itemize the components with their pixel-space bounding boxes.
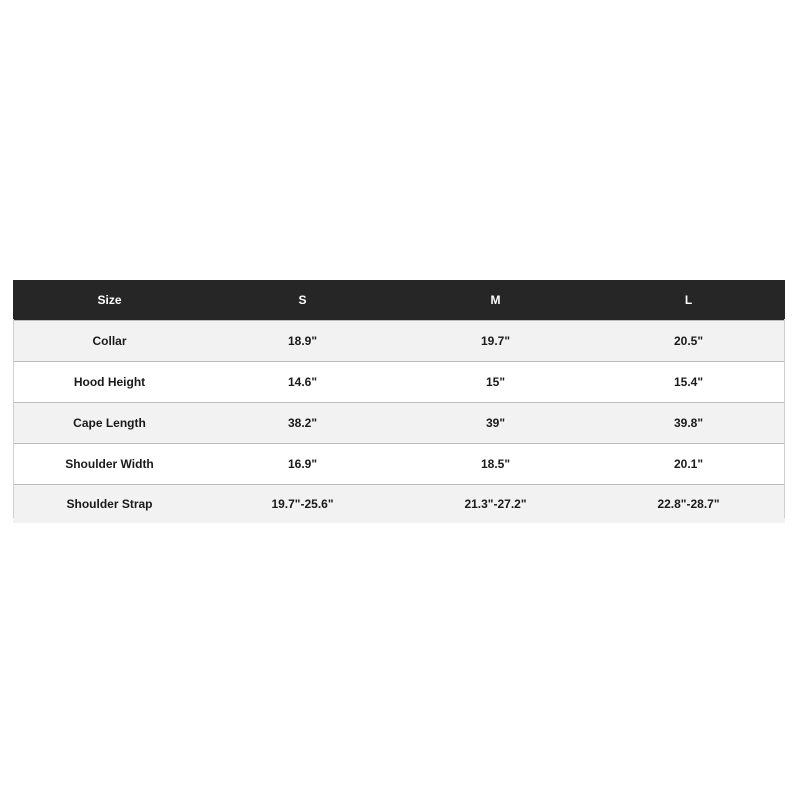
- table-cell: 22.8"-28.7": [657, 497, 720, 511]
- row-label: Hood Height: [73, 375, 146, 389]
- table-cell: 19.7": [480, 334, 511, 348]
- table-row-collar: [13, 321, 785, 362]
- table-cell: 39.8": [673, 416, 704, 430]
- table-row-cape-length: [13, 403, 785, 444]
- table-left-border: [13, 319, 14, 518]
- table-cell: 39": [485, 416, 506, 430]
- header-row: [13, 280, 785, 321]
- header-cell-l: L: [684, 293, 693, 307]
- table-right-border: [784, 319, 785, 518]
- table-cell: 18.5": [480, 457, 511, 471]
- header-cell-s: S: [298, 293, 307, 307]
- row-label: Shoulder Strap: [66, 497, 153, 511]
- table-cell: 38.2": [287, 416, 318, 430]
- table-cell: 20.5": [673, 334, 704, 348]
- table-cell: 15.4": [673, 375, 704, 389]
- row-label: Shoulder Width: [65, 457, 154, 471]
- row-label: Collar: [92, 334, 127, 348]
- header-cell-size: Size: [97, 293, 122, 307]
- table-cell: 20.1": [673, 457, 704, 471]
- table-cell: 19.7"-25.6": [271, 497, 334, 511]
- size-chart-header: [13, 280, 785, 321]
- header-cell-m: M: [490, 293, 501, 307]
- table-row-hood-height: [13, 362, 785, 403]
- table-cell: 16.9": [287, 457, 318, 471]
- table-cell: 21.3"-27.2": [464, 497, 527, 511]
- row-label: Cape Length: [73, 416, 146, 430]
- table-cell: 15": [485, 375, 506, 389]
- size-chart-body: [13, 321, 785, 524]
- size-chart-table: [13, 280, 785, 523]
- table-row-shoulder-width: [13, 444, 785, 485]
- table-cell: 14.6": [287, 375, 318, 389]
- table-row-shoulder-strap: [13, 485, 785, 524]
- table-cell: 18.9": [287, 334, 318, 348]
